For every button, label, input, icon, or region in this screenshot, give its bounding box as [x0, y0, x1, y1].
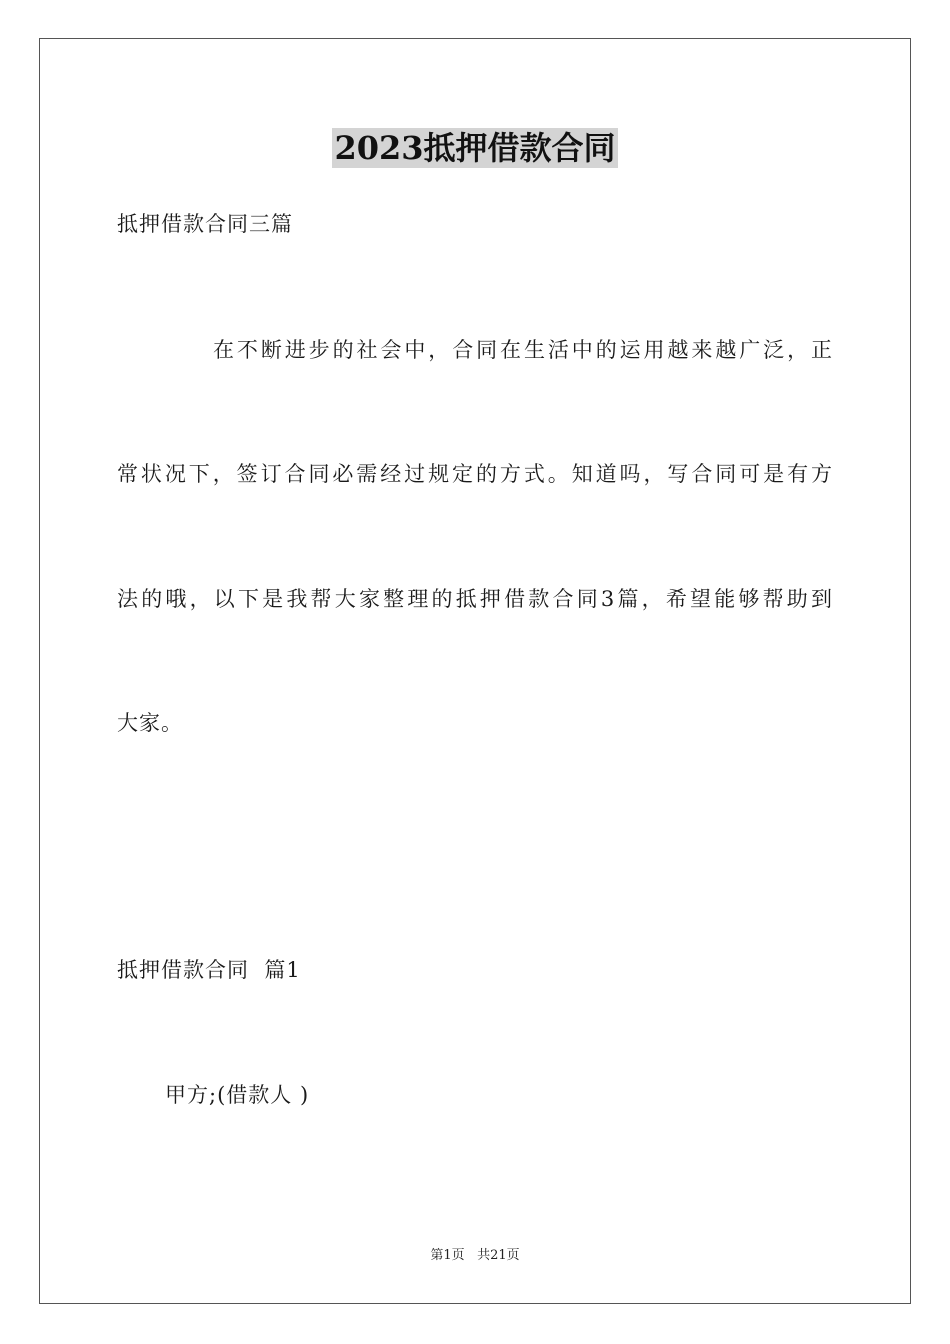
- intro-line-4: 大家。: [117, 711, 183, 735]
- intro-line-2: 常状况下，签订合同必需经过规定的方式。知道吗，写合同可是有方: [117, 462, 833, 486]
- section-heading: 抵押借款合同 篇1: [117, 958, 301, 982]
- page-number: 第1页: [430, 1248, 465, 1263]
- intro-line-3: 法的哦，以下是我帮大家整理的抵押借款合同3篇，希望能够帮助到: [117, 587, 833, 611]
- document-subtitle: 抵押借款合同三篇: [117, 212, 293, 236]
- document-title: 2023抵押借款合同: [334, 129, 616, 167]
- intro-line-1: 在不断进步的社会中，合同在生活中的运用越来越广泛，正: [213, 338, 833, 362]
- party-a-line: 甲方;(借款人 ): [165, 1083, 310, 1107]
- title-container: [0, 128, 950, 168]
- page-total: 共21页: [477, 1248, 520, 1263]
- page-footer: [0, 1247, 950, 1265]
